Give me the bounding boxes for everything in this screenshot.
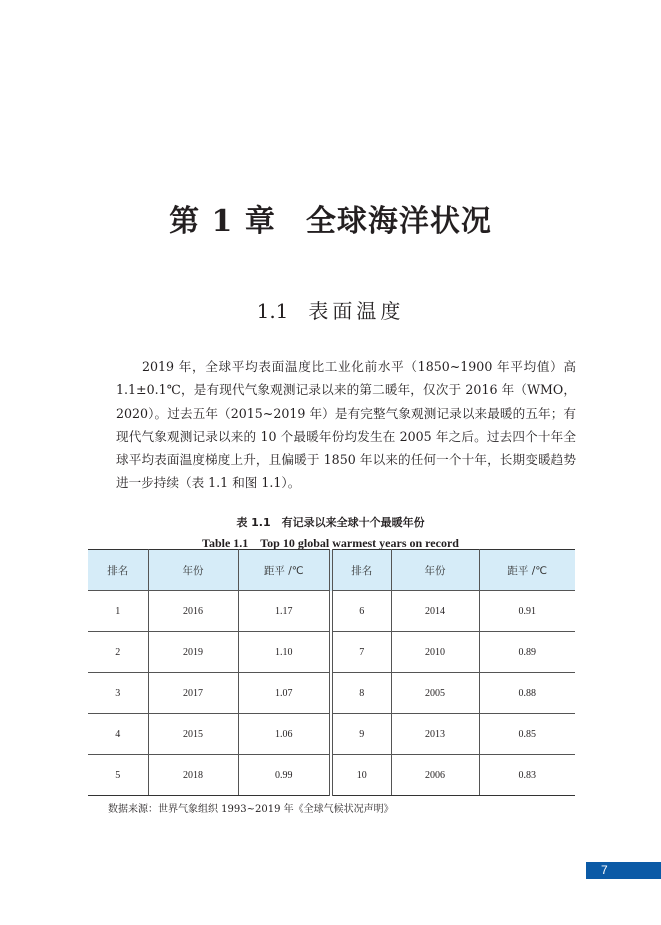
section-title: 表面温度: [308, 299, 405, 323]
section-heading: [0, 295, 661, 324]
table-cell: 0.91: [479, 591, 575, 632]
table-row: [88, 673, 575, 714]
table-cell: 2017: [148, 673, 238, 714]
table-cell: 2015: [148, 714, 238, 755]
header-cell: 排名: [88, 550, 148, 591]
table-cell: 2014: [391, 591, 479, 632]
table-cell: 6: [331, 591, 391, 632]
table-row: [88, 714, 575, 755]
table-cell: 0.83: [479, 755, 575, 796]
table-cell: 2006: [391, 755, 479, 796]
table-cell: 1.07: [238, 673, 331, 714]
table-caption-en: Table 1.1 Top 10 global warmest years on record: [202, 536, 459, 550]
table-cell: 0.89: [479, 632, 575, 673]
table-cell: 1.10: [238, 632, 331, 673]
table-cell: 1: [88, 591, 148, 632]
table-caption-cn: 表 1.1 有记录以来全球十个最暖年份: [236, 516, 425, 529]
table-cell: 4: [88, 714, 148, 755]
header-cell: 距平 /℃: [238, 550, 331, 591]
table-cell: 2: [88, 632, 148, 673]
header-cell: 排名: [331, 550, 391, 591]
table-row: [88, 755, 575, 796]
table-cell: 3: [88, 673, 148, 714]
chapter-heading: [0, 196, 661, 240]
table-cell: 2018: [148, 755, 238, 796]
chapter-title: 全球海洋状况: [305, 204, 492, 239]
table-row: [88, 632, 575, 673]
table-cell: 0.88: [479, 673, 575, 714]
header-cell: 年份: [391, 550, 479, 591]
header-cell: 距平 /℃: [479, 550, 575, 591]
table-cell: 0.85: [479, 714, 575, 755]
table-cell: 1.06: [238, 714, 331, 755]
section-number: 1.1: [256, 299, 289, 323]
table-row: [88, 591, 575, 632]
table-cell: 2005: [391, 673, 479, 714]
page-number: 7: [586, 862, 661, 879]
body-paragraph: 2019 年，全球平均表面温度比工业化前水平（1850~1900 年平均值）高 1.1±0.1℃，是有现代气象观测记录以来的第二暖年，仅次于 2016 年（WMO，2020）。过去五年（2015~2019 年）是有完整气象观测记录以来最暖的五年；有现代气象观测记录以来的 10 个最暖年份均发生在 2005 年之后。过去四个十年全球平均表面温度梯度上升，且偏暖于 1850 年以来的任何一个十年，长期变暖趋势进一步持续（表 1.1 和图 1.1）。: [116, 359, 576, 491]
table-cell: 2016: [148, 591, 238, 632]
warmest-years-table: [88, 549, 575, 796]
table-cell: 2010: [391, 632, 479, 673]
table-cell: 8: [331, 673, 391, 714]
table-cell: 2013: [391, 714, 479, 755]
table-cell: 10: [331, 755, 391, 796]
header-cell: 年份: [148, 550, 238, 591]
table-cell: 9: [331, 714, 391, 755]
table-header-row: [88, 550, 575, 591]
chapter-number: 第 1 章: [169, 204, 276, 239]
table-cell: 2019: [148, 632, 238, 673]
table-cell: 0.99: [238, 755, 331, 796]
table-cell: 5: [88, 755, 148, 796]
data-source-note: 数据来源：世界气象组织 1993~2019 年《全球气候状况声明》: [108, 804, 394, 815]
table-cell: 1.17: [238, 591, 331, 632]
table-cell: 7: [331, 632, 391, 673]
